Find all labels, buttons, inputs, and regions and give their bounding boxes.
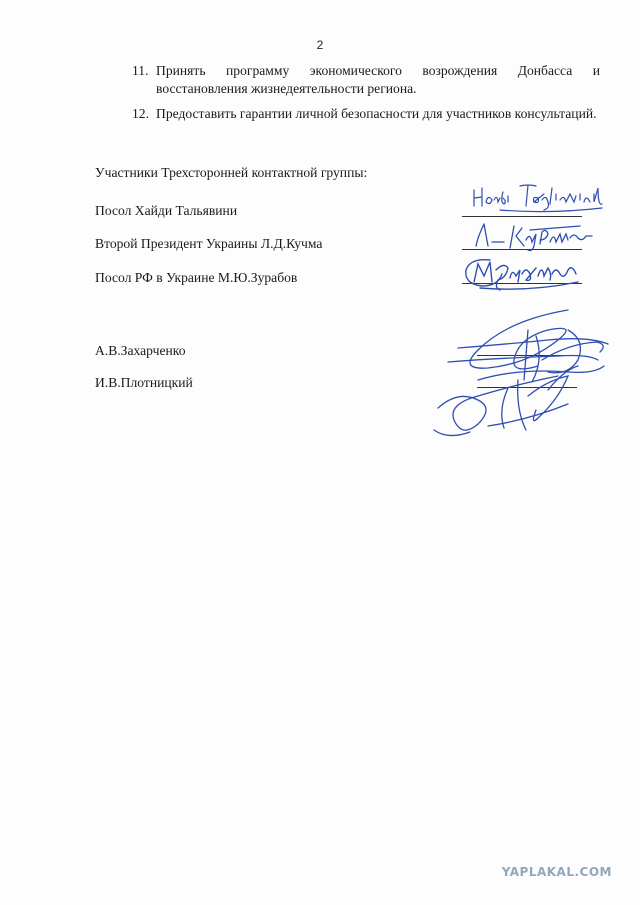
- list-item: [132, 62, 600, 98]
- item-text: Принять программу экономического возрождения Донбасса и восстановления жизнедеятельности региона.: [156, 63, 600, 96]
- list-item: [132, 105, 600, 123]
- signatory-name: Второй Президент Украины Л.Д.Кучма: [95, 236, 323, 251]
- signature-line: [462, 216, 582, 217]
- signature-kuchma: [470, 218, 600, 252]
- signatory-name: А.В.Захарченко: [95, 343, 186, 358]
- signature-zurabov: [460, 252, 590, 292]
- item-text: Предоставить гарантии личной безопасности для участников консультаций.: [156, 106, 597, 121]
- watermark-logo: YAPLAKAL.COM: [501, 865, 612, 879]
- item-number: 12.: [132, 106, 149, 121]
- participants-heading: Участники Трехсторонней контактной группы:: [95, 165, 368, 180]
- signatory-name: Посол РФ в Украине М.Ю.Зурабов: [95, 270, 298, 285]
- signature-zakharchenko-plotnitsky: [418, 300, 618, 445]
- signatory-name: И.В.Плотницкий: [95, 375, 193, 390]
- signatory-name: Посол Хайди Тальявини: [95, 203, 238, 218]
- page-number: 2: [316, 38, 324, 52]
- item-number: 11.: [132, 63, 149, 78]
- signature-tagliavini: [470, 180, 610, 216]
